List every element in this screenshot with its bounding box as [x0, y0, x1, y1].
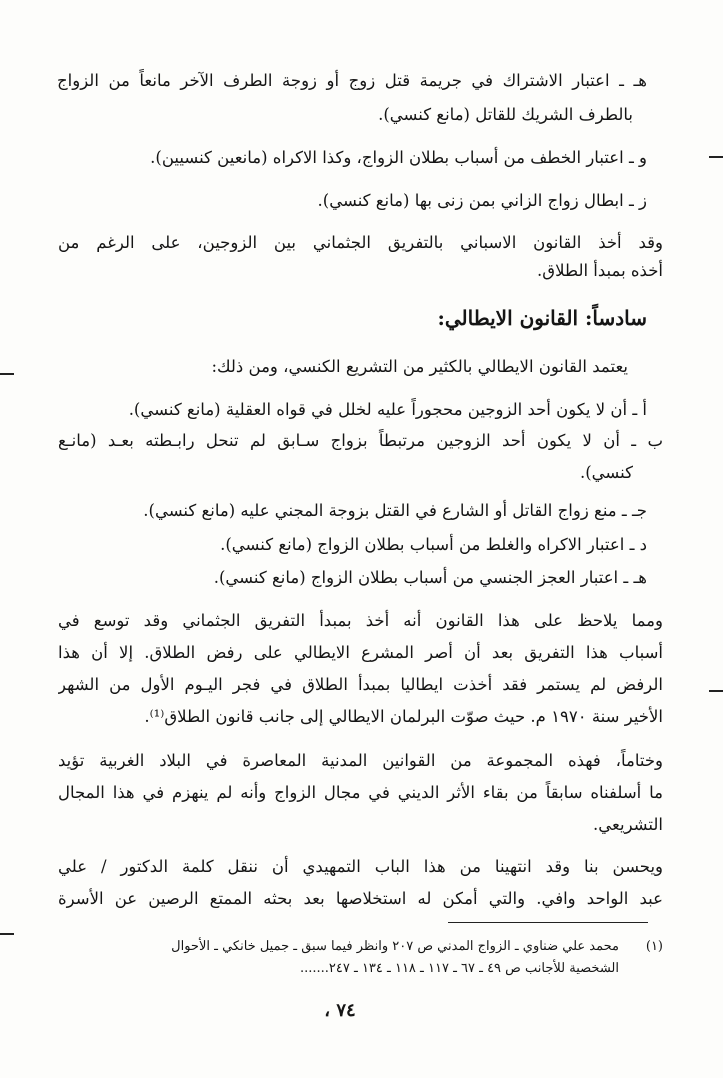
margin-mark [709, 690, 723, 692]
list-item: أ ـ أن لا يكون أحد الزوجين محجوراً عليه لخلل في قواه العقلية (مانع كنسي). [128, 400, 647, 419]
paragraph-line: ما أسلفناه سابقاً من بقاء الأثر الديني في مجال الزواج وأنه لم ينهزم في هذا المجال [58, 783, 663, 802]
list-item: ب ـ أن لا يكون أحد الزوجين مرتبطاً بزواج سـابق لم تنحل رابـطته بعـد (مانـع [58, 431, 663, 450]
paragraph-line: أسباب هذا التفريق بعد أن أصر المشرع الايطالي على رفض الطلاق. إلا أن هذا [58, 643, 663, 662]
footnote-number: (١) [645, 939, 663, 954]
page-number: ٧٤ ، [324, 1000, 356, 1021]
text-line: بالطرف الشريك للقاتل (مانع كنسي). [378, 105, 633, 124]
margin-mark [0, 373, 14, 375]
footnote-text: محمد علي ضناوي ـ الزواج المدني ص ٢٠٧ وانظر فيما سبق ـ جميل خانكي ـ الأحوال [171, 939, 619, 954]
footnote-text: الشخصية للأجانب ص ٤٩ ـ ٦٧ ـ ١١٧ ـ ١١٨ ـ ١٣٤ ـ ٢٤٧....... [299, 961, 619, 976]
footnote [58, 936, 663, 960]
text-line: هـ ـ اعتبار الاشتراك في جريمة قتل زوج أو زوجة الطرف الآخر مانعاً من الزواج [57, 71, 647, 90]
footnote [58, 958, 663, 982]
text-line: أخذه بمبدأ الطلاق. [537, 261, 663, 280]
section-heading: سادساً: القانون الايطالي: [437, 306, 647, 330]
list-item: جـ ـ منع زواج القاتل أو الشارع في القتل بزوجة المجني عليه (مانع كنسي). [143, 501, 647, 520]
list-item: هـ ـ اعتبار العجز الجنسي من أسباب بطلان الزواج (مانع كنسي). [213, 568, 647, 587]
paragraph-line: ومما يلاحظ على هذا القانون أنه أخذ بمبدأ التفريق الجثماني وقد توسع في [58, 611, 663, 630]
intro-line: يعتمد القانون الايطالي بالكثير من التشريع الكنسي، ومن ذلك: [211, 357, 628, 376]
paragraph-line: الأخير سنة ١٩٧٠ م. حيث صوّت البرلمان الايطالي إلى جانب قانون الطلاق⁽¹⁾. [144, 707, 663, 726]
paragraph-line: ويحسن بنا وقد انتهينا من هذا الباب التمهيدي أن ننقل كلمة الدكتور / علي [58, 857, 663, 876]
margin-mark [709, 156, 723, 158]
text-line: ز ـ ابطال زواج الزاني بمن زنى بها (مانع كنسي). [317, 191, 647, 210]
margin-mark [0, 933, 14, 935]
footnote-divider [448, 922, 648, 923]
paragraph-line: التشريعي. [593, 815, 663, 834]
text-line: و ـ اعتبار الخطف من أسباب بطلان الزواج، وكذا الاكراه (مانعين كنسيين). [150, 148, 647, 167]
paragraph-line: عبد الواحد وافي. والتي أمكن له استخلاصها بعد بحثه الممتع الرصين عن الأسرة [58, 889, 663, 908]
paragraph-line: وختاماً، فهذه المجموعة من القوانين المدنية المعاصرة في البلاد الغربية تؤيد [58, 751, 663, 770]
list-item: كنسي). [580, 463, 633, 482]
text-line: وقد أخذ القانون الاسباني بالتفريق الجثماني بين الزوجين، على الرغم من [58, 233, 663, 252]
list-item: د ـ اعتبار الاكراه والغلط من أسباب بطلان الزواج (مانع كنسي). [220, 535, 647, 554]
paragraph-line: الرفض لم يستمر فقد أخذت ايطاليا بمبدأ الطلاق في فجر اليـوم الأول من الشهر [58, 675, 663, 694]
